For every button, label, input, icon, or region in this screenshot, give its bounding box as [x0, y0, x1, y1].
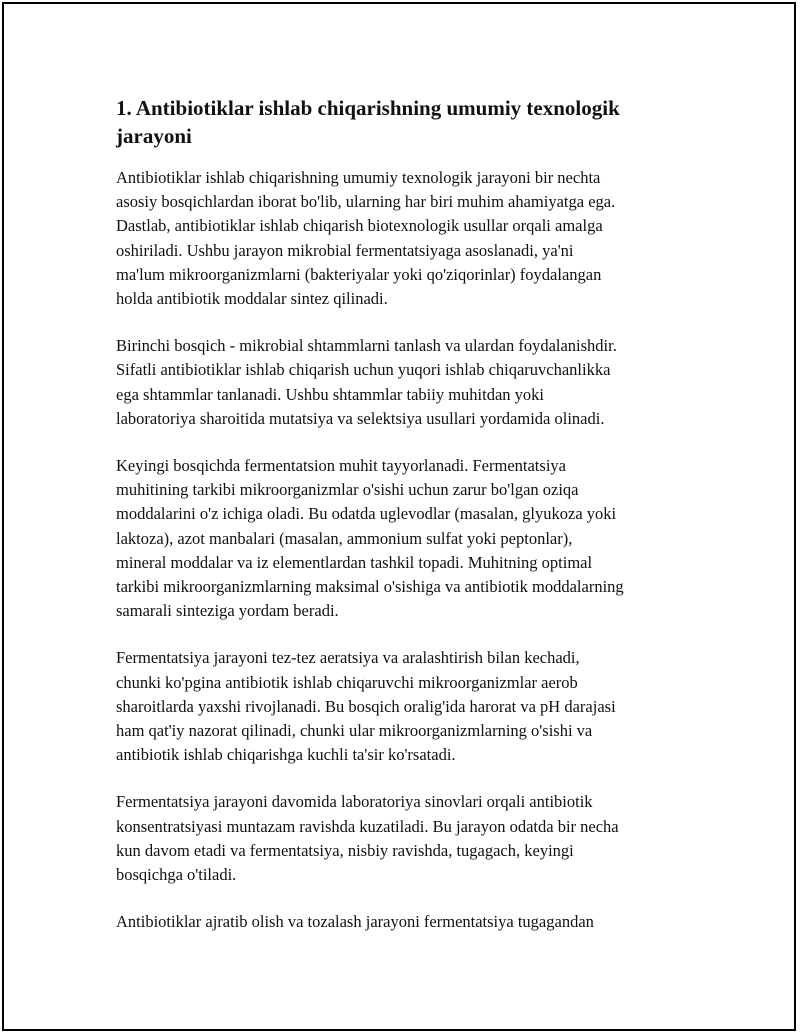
heading-line: jarayoni	[116, 124, 192, 148]
paragraph-5	[116, 790, 696, 887]
text-line: bosqichga o'tiladi.	[116, 865, 237, 885]
text-line: samarali sinteziga yordam beradi.	[116, 601, 339, 621]
text-line: sharoitlarda yaxshi rivojlanadi. Bu bosqich oralig'ida harorat va pH darajasi	[116, 696, 616, 716]
paragraph-4	[116, 646, 696, 767]
text-line: oshiriladi. Ushbu jarayon mikrobial fermentatsiyaga asoslanadi, ya'ni	[116, 240, 574, 260]
paragraph-3	[116, 454, 696, 623]
paragraph-6	[116, 910, 696, 934]
text-line: konsentratsiyasi muntazam ravishda kuzatiladi. Bu jarayon odatda bir necha	[116, 816, 619, 836]
paragraph-1	[116, 166, 696, 311]
text-line: Dastlab, antibiotiklar ishlab chiqarish biotexnologik usullar orqali amalga	[116, 216, 603, 236]
text-line: laboratoriya sharoitida mutatsiya va selektsiya usullari yordamida olinadi.	[116, 408, 605, 428]
text-line: tarkibi mikroorganizmlarning maksimal o'sishiga va antibiotik moddalarning	[116, 577, 624, 597]
text-line: Keyingi bosqichda fermentatsion muhit tayyorlanadi. Fermentatsiya	[116, 456, 566, 476]
text-line: mineral moddalar va iz elementlardan tashkil topadi. Muhitning optimal	[116, 552, 593, 572]
document-body	[116, 90, 696, 957]
text-line: ma'lum mikroorganizmlarni (bakteriyalar yoki qo'ziqorinlar) foydalangan	[116, 264, 602, 284]
heading-line: 1. Antibiotiklar ishlab chiqarishning umumiy texnologik	[116, 96, 620, 120]
text-line: ham qat'iy nazorat qilinadi, chunki ular mikroorganizmlarning o'sishi va	[116, 721, 593, 741]
paragraph-2	[116, 334, 696, 431]
text-line: holda antibiotik moddalar sintez qilinadi.	[116, 289, 388, 309]
text-line: chunki ko'pgina antibiotik ishlab chiqaruvchi mikroorganizmlar aerob	[116, 672, 578, 692]
text-line: Antibiotiklar ajratib olish va tozalash jarayoni fermentatsiya tugagandan	[116, 912, 594, 932]
text-line: asosiy bosqichlardan iborat bo'lib, ularning har biri muhim ahamiyatga ega.	[116, 192, 616, 212]
text-line: moddalarini o'z ichiga oladi. Bu odatda uglevodlar (masalan, glyukoza yoki	[116, 504, 617, 524]
text-line: Fermentatsiya jarayoni davomida laboratoriya sinovlari orqali antibiotik	[116, 792, 593, 812]
text-line: Fermentatsiya jarayoni tez-tez aeratsiya va aralashtirish bilan kechadi,	[116, 648, 580, 668]
text-line: Antibiotiklar ishlab chiqarishning umumiy texnologik jarayoni bir nechta	[116, 168, 601, 187]
text-line: antibiotik ishlab chiqarishga kuchli ta'sir ko'rsatadi.	[116, 745, 456, 765]
text-line: Birinchi bosqich - mikrobial shtammlarni tanlash va ulardan foydalanishdir.	[116, 336, 617, 356]
text-line: kun davom etadi va fermentatsiya, nisbiy ravishda, tugagach, keyingi	[116, 840, 574, 860]
section-heading	[116, 94, 696, 150]
text-line: Sifatli antibiotiklar ishlab chiqarish uchun yuqori ishlab chiqaruvchanlikka	[116, 360, 611, 380]
text-line: ega shtammlar tanlanadi. Ushbu shtammlar tabiiy muhitdan yoki	[116, 384, 544, 404]
text-line: laktoza), azot manbalari (masalan, ammonium sulfat yoki peptonlar),	[116, 528, 573, 548]
text-line: muhitining tarkibi mikroorganizmlar o'sishi uchun zarur bo'lgan oziqa	[116, 480, 579, 500]
